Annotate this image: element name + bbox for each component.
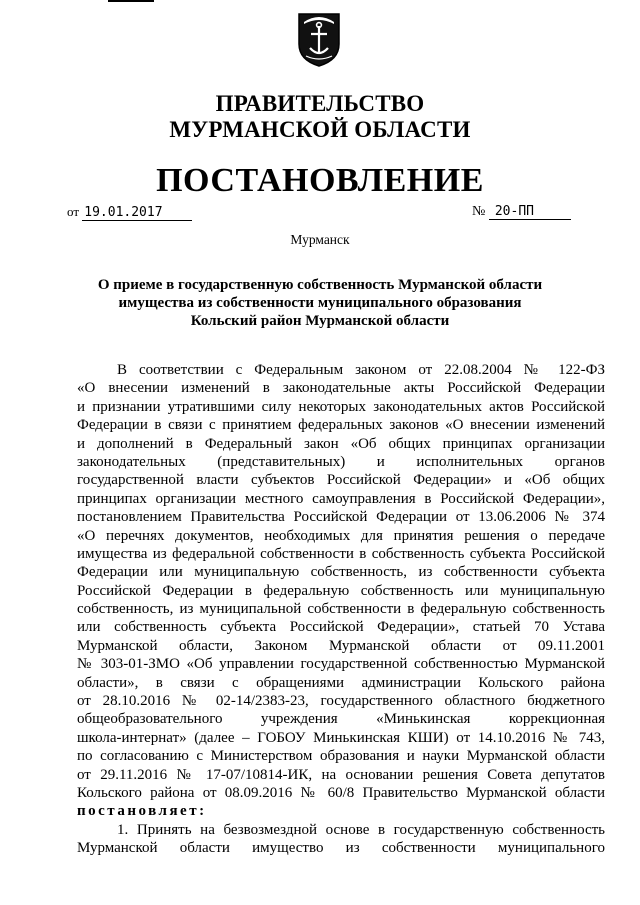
date-prefix: от bbox=[67, 204, 80, 219]
body-line: или собственность субъекта Российской Федерации», статьей 70 Устава bbox=[77, 619, 605, 636]
document-title bbox=[60, 276, 580, 330]
body-line: принципах организации местного самоуправления в Российской Федерации», bbox=[77, 490, 605, 507]
document-number: 20-ПП bbox=[489, 205, 571, 220]
document-date: 19.01.2017 bbox=[82, 206, 192, 221]
body-line: от 28.10.2016 № 02-14/2383-23, государственного областного бюджетного bbox=[77, 693, 605, 710]
body-line: Кольского района от 08.09.2016 № 60/8 Правительство Мурманской области bbox=[77, 784, 605, 801]
body-line: Российской Федерации в федеральную собственность или муниципальную bbox=[77, 582, 605, 599]
item-1-line: Мурманской области имущество из собственности муниципального bbox=[77, 840, 605, 857]
body-line: постановлением Правительства Российской Федерации от 13.06.2006 № 374 bbox=[77, 509, 605, 526]
body-line: собственность, из муниципальной собственности в федеральную собственность bbox=[77, 601, 605, 618]
body-line: Федерации или муниципальную собственность, из собственности субъекта bbox=[77, 564, 605, 581]
body-line: «О перечнях документов, необходимых для принятия решения о передаче bbox=[77, 527, 605, 544]
title-line: О приеме в государственную собственность Мурманской области bbox=[97, 277, 543, 293]
body-line: школа-интернат» (далее – ГОБОУ Минькинская КШИ) от 14.10.2016 № 743, bbox=[77, 729, 605, 746]
body-line: Федерации в связи с принятием федеральных законов «О внесении изменений bbox=[77, 417, 605, 434]
body-line: и признании утратившими силу некоторых законодательных актов Российской bbox=[77, 398, 605, 415]
government-name-line1: ПРАВИТЕЛЬСТВО bbox=[215, 91, 425, 116]
body-line: Мурманской области, Законом Мурманской области от 09.11.2001 bbox=[77, 637, 605, 654]
body-line: государственной власти субъектов Российской Федерации» и «Об общих bbox=[77, 472, 605, 489]
document-type: ПОСТАНОВЛЕНИЕ bbox=[156, 162, 484, 199]
government-name-line2: МУРМАНСКОЙ ОБЛАСТИ bbox=[169, 117, 471, 142]
body-line: законодательных (представительных) и исполнительных органов bbox=[77, 453, 605, 470]
item-1-line: 1. Принять на безвозмездной основе в государственную собственность bbox=[117, 821, 605, 838]
document-body bbox=[77, 361, 605, 858]
title-line: имущества из собственности муниципального образования bbox=[118, 295, 522, 311]
body-line: по согласованию с Министерством образования и науки Мурманской области bbox=[77, 748, 605, 765]
resolves-keyword: постановляет: bbox=[77, 803, 207, 820]
body-line: имущества из федеральной собственности в собственность субъекта Российской bbox=[77, 545, 605, 562]
body-line: общеобразовательного учреждения «Минькинская коррекционная bbox=[77, 711, 605, 728]
body-line: и дополнений в Федеральный закон «Об общих принципах организации bbox=[77, 435, 605, 452]
city: Мурманск bbox=[290, 232, 350, 247]
body-line: № 303-01-ЗМО «Об управлении государственной собственностью Мурманской bbox=[77, 656, 605, 673]
body-line: «О внесении изменений в законодательные акты Российской Федерации bbox=[77, 380, 605, 397]
scan-mark bbox=[108, 0, 154, 2]
date-line bbox=[67, 204, 192, 224]
number-line bbox=[472, 204, 571, 224]
title-line: Кольский район Мурманской области bbox=[190, 313, 450, 329]
body-line: от 29.11.2016 № 17-07/10814-ИК, на основании решения Совета депутатов bbox=[77, 766, 605, 783]
body-line: В соответствии с Федеральным законом от 22.08.2004 № 122-ФЗ bbox=[117, 362, 605, 378]
coat-of-arms-icon bbox=[296, 10, 342, 68]
body-line: области», в связи с обращениями администрации Кольского района bbox=[77, 674, 605, 691]
number-prefix: № bbox=[472, 204, 486, 219]
